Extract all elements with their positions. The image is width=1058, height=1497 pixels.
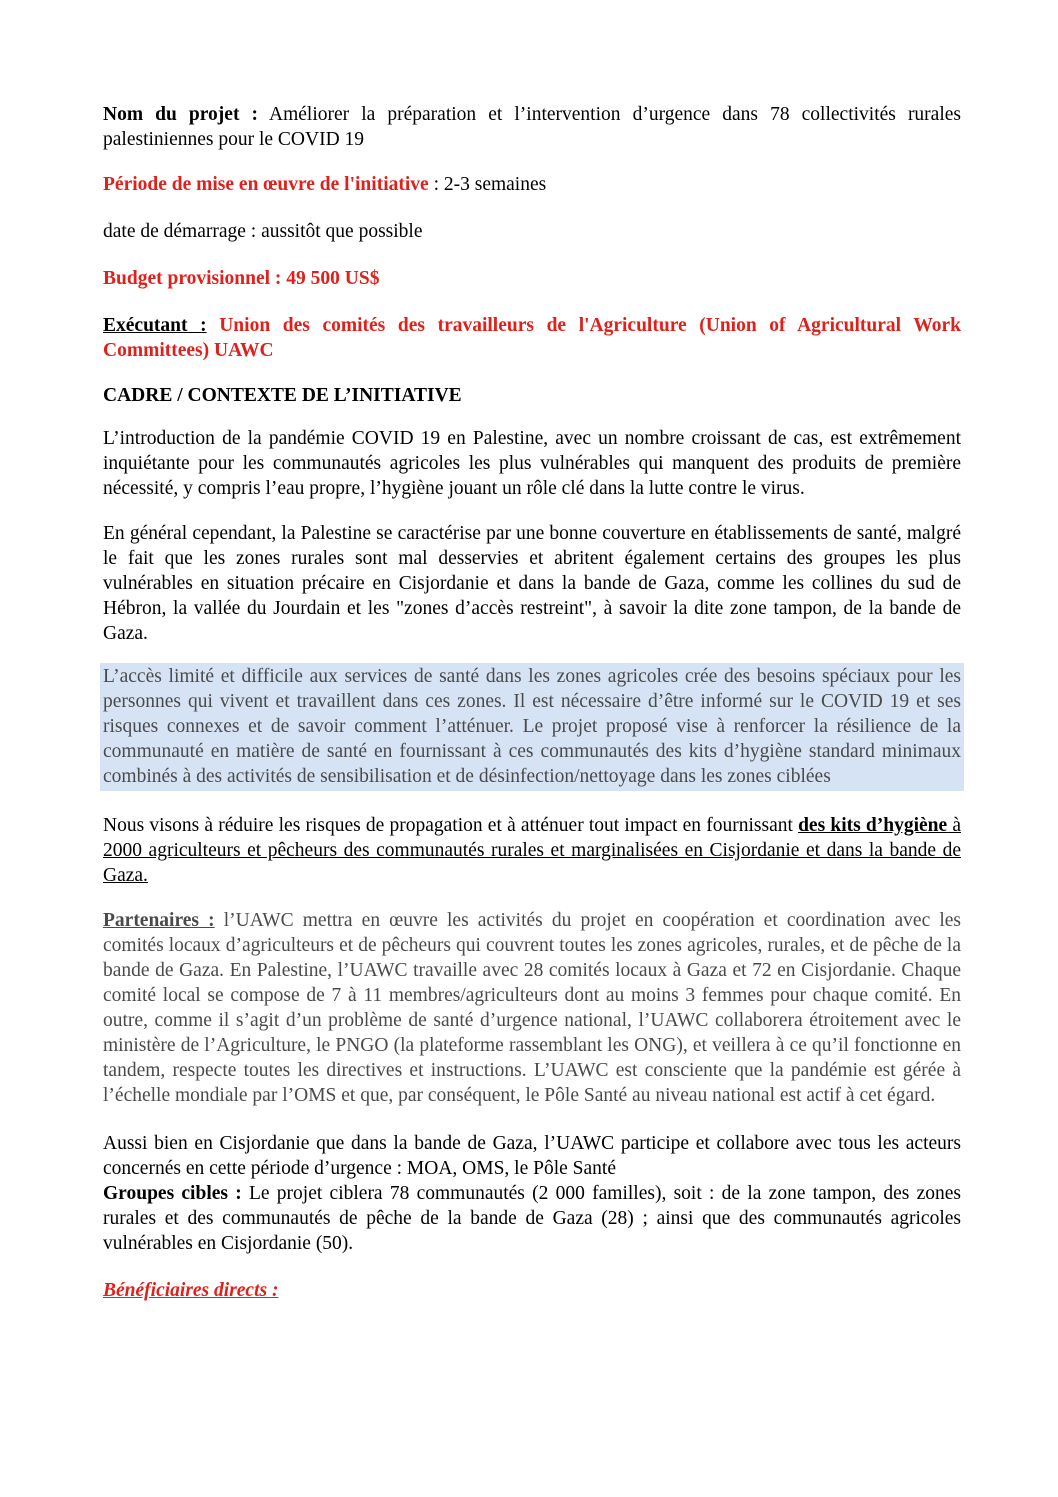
partners-label: Partenaires : bbox=[103, 910, 215, 931]
target-groups-text: Le projet ciblera 78 communautés (2 000 familles), soit : de la zone tampon, des zones rurales et des communautés de pêche de la bande de Gaza (28) ; ainsi que des communautés agricoles vulnérables en Cisjordanie (50). bbox=[103, 1183, 961, 1254]
period-text: : 2-3 semaines bbox=[428, 174, 547, 195]
general-paragraph: En général cependant, la Palestine se caractérise par une bonne couverture en établissements de santé, malgré le fait que les zones rurales sont mal desservies et abritent également certains des groupes les plus vulnérables en situation précaire en Cisjordanie et dans la bande de Gaza, comme les collines du sud de Hébron, la vallée du Jourdain et les "zones d’accès restreint", à savoir la dite zone tampon, de la bande de Gaza. bbox=[103, 523, 961, 644]
aim-paragraph bbox=[103, 813, 961, 888]
aim-text-a: Nous visons à réduire les risques de propagation et à atténuer tout impact en fournissant bbox=[103, 815, 799, 836]
executant-paragraph bbox=[103, 313, 961, 363]
cadre-heading: CADRE / CONTEXTE DE L’INITIATIVE bbox=[103, 385, 462, 406]
executant-label: Exécutant : bbox=[103, 315, 207, 336]
project-name-label: Nom du projet : bbox=[103, 104, 259, 125]
start-date-paragraph: date de démarrage : aussitôt que possible bbox=[103, 221, 423, 242]
executant-text: Union des comités des travailleurs de l'Agriculture (Union of Agricultural Work Committees) UAWC bbox=[103, 315, 961, 361]
document-body bbox=[103, 102, 961, 1323]
stakeholders-paragraph: Aussi bien en Cisjordanie que dans la bande de Gaza, l’UAWC participe et collabore avec tous les acteurs concernés en cette période d’urgence : MOA, OMS, le Pôle Santé bbox=[103, 1133, 961, 1179]
period-label: Période de mise en œuvre de l'initiative bbox=[103, 174, 429, 195]
intro-paragraph: L’introduction de la pandémie COVID 19 en Palestine, avec un nombre croissant de cas, est extrêmement inquiétante pour les communautés agricoles les plus vulnérables qui manquent des produits de première nécessité, y compris l’eau propre, l’hygiène jouant un rôle clé dans la lutte contre le virus. bbox=[103, 428, 961, 499]
budget-paragraph: Budget provisionnel : 49 500 US$ bbox=[103, 268, 380, 289]
direct-beneficiaries-heading: Bénéficiaires directs : bbox=[103, 1280, 279, 1301]
target-groups-label: Groupes cibles : bbox=[103, 1183, 242, 1204]
partners-paragraph bbox=[103, 908, 961, 1108]
partners-text: l’UAWC mettra en œuvre les activités du projet en coopération et coordination avec les comités locaux d’agriculteurs et de pêcheurs qui couvrent toutes les zones agricoles, rurales, et de pêche de la bande de Gaza. En Palestine, l’UAWC travaille avec 28 comités locaux à Gaza et 72 en Cisjordanie. Chaque comité local se compose de 7 à 11 membres/agriculteurs dont au moins 3 femmes pour chaque comité. En outre, comme il s’agit d’un problème de santé d’urgence national, l’UAWC collaborera étroitement avec le ministère de l’Agriculture, le PNGO (la plateforme rassemblant les ONG), et veillera à ce qu’il fonctionne en tandem, respecte toutes les directives et instructions. L’UAWC est consciente que la pandémie est gérée à l’échelle mondiale par l’OMS et que, par conséquent, le Pôle Santé au niveau national est actif à cet égard. bbox=[103, 910, 961, 1106]
aim-text-c: à 2000 agriculteurs et pêcheurs des communautés rurales et marginalisées en Cisjordanie et dans la bande de Gaza. bbox=[103, 815, 961, 886]
access-highlight-paragraph: L’accès limité et difficile aux services de santé dans les zones agricoles crée des besoins spéciaux pour les personnes qui vivent et travaillent dans ces zones. Il est nécessaire d’être informé sur le COVID 19 et ses risques connexes et de savoir comment l’atténuer. Le projet proposé vise à renforcer la résilience de la communauté en matière de santé en fournissant à ces communautés des kits d’hygiène standard minimaux combinés à des activités de sensibilisation et de désinfection/nettoyage dans les zones ciblées bbox=[100, 663, 964, 791]
period-paragraph bbox=[103, 172, 961, 197]
hygiene-kits-emphasis: des kits d’hygiène bbox=[798, 815, 948, 836]
project-name-text: Améliorer la préparation et l’intervention d’urgence dans 78 collectivités rurales palestiniennes pour le COVID 19 bbox=[103, 104, 961, 150]
project-name-paragraph bbox=[103, 102, 961, 152]
target-groups-paragraph bbox=[103, 1181, 961, 1256]
